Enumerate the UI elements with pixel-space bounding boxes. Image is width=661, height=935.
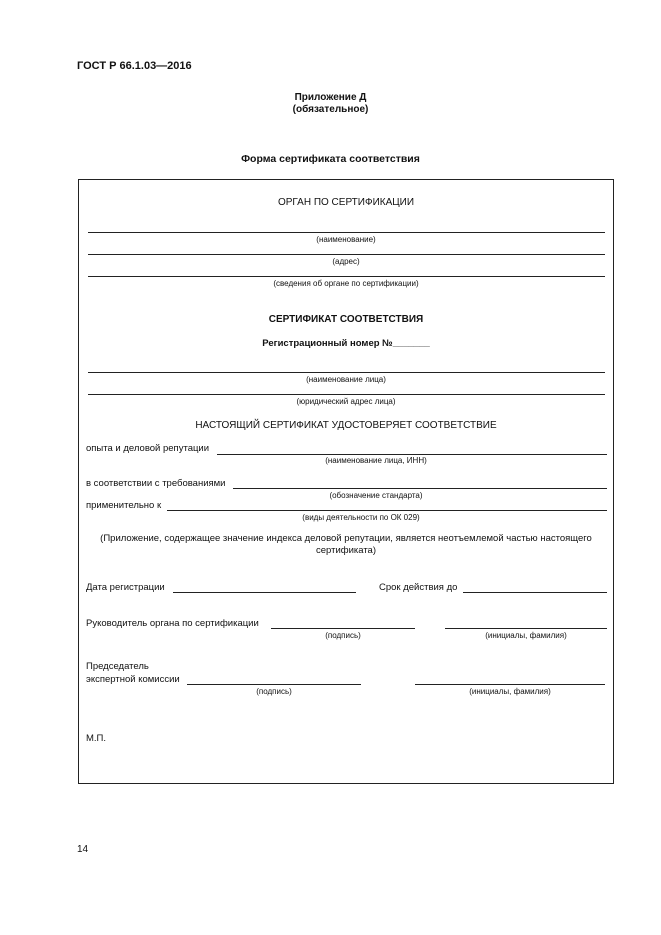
appendix-note-line-2: сертификата) [315,545,377,556]
org-info-line [88,276,605,277]
caption-person-name: (наименование лица) [306,375,386,384]
org-name-line [88,232,605,233]
head-initials-line [445,628,607,629]
registration-number: Регистрационный номер №_______ [262,338,430,349]
requirements-label: в соответствии с требованиями [86,478,226,489]
caption-head-signature: (подпись) [325,631,361,640]
certificate-form-frame [78,179,614,784]
caption-standard: (обозначение стандарта) [329,491,423,500]
caption-org-info: (сведения об органе по сертификации) [273,279,419,288]
caption-chairman-initials: (инициалы, фамилия) [469,687,551,696]
org-heading: ОРГАН ПО СЕРТИФИКАЦИИ [277,197,415,208]
certificate-title: СЕРТИФИКАТ СООТВЕТСТВИЯ [268,314,424,325]
seal-label: М.П. [86,733,107,744]
form-title: Форма сертификата соответствия [241,153,420,165]
certifies-statement: НАСТОЯЩИЙ СЕРТИФИКАТ УДОСТОВЕРЯЕТ СООТВЕТСТВИЕ [195,420,497,431]
person-name-line [88,372,605,373]
valid-until-label: Срок действия до [379,582,458,593]
experience-line [217,454,607,455]
appendix-title: Приложение Д [294,92,367,103]
registration-date-line [173,592,356,593]
head-of-body-label: Руководитель органа по сертификации [86,618,259,629]
document-code: ГОСТ Р 66.1.03—2016 [77,60,192,72]
caption-head-initials: (инициалы, фамилия) [485,631,567,640]
requirements-line [233,488,607,489]
caption-address: (адрес) [332,257,360,266]
apply-label: применительно к [86,500,162,511]
appendix-note-line-1: (Приложение, содержащее значение индекса деловой репутации, является неотъемлемой частью настоящего [100,533,592,544]
appendix-note: (обязательное) [292,104,369,115]
expert-commission-label: экспертной комиссии [86,674,180,685]
registration-date-label: Дата регистрации [86,582,165,593]
caption-chairman-signature: (подпись) [256,687,292,696]
chairman-label: Председатель [86,661,149,672]
chairman-initials-line [415,684,605,685]
caption-legal-address: (юридический адрес лица) [296,397,396,406]
page-number: 14 [77,844,89,855]
chairman-signature-line [187,684,361,685]
activities-line [167,510,607,511]
caption-activities: (виды деятельности по ОК 029) [302,513,420,522]
valid-until-line [463,592,607,593]
head-signature-line [271,628,415,629]
legal-address-line [88,394,605,395]
caption-name-inn: (наименование лица, ИНН) [325,456,427,465]
org-address-line [88,254,605,255]
caption-name: (наименование) [316,235,376,244]
experience-label: опыта и деловой репутации [86,443,210,454]
